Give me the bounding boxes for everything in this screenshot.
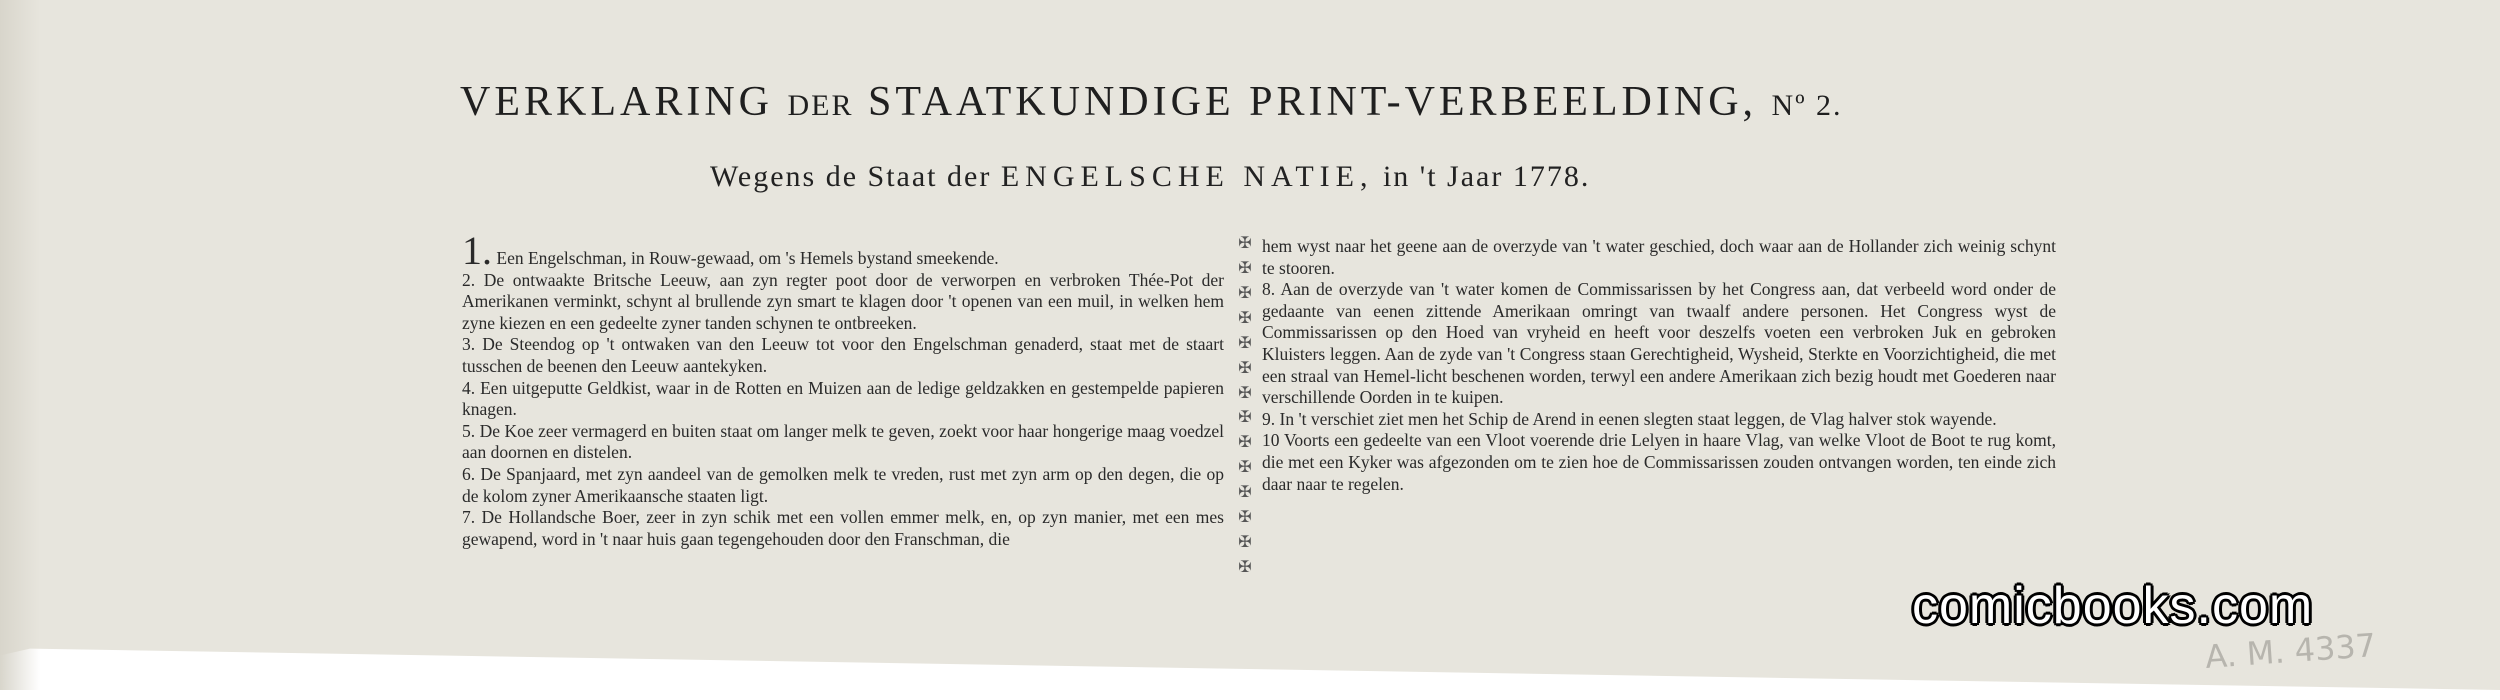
divider-ornament: ✠ <box>1238 259 1252 277</box>
divider-ornament: ✠ <box>1238 558 1252 576</box>
document-title <box>460 78 2060 126</box>
title-word-der: DER <box>787 89 854 122</box>
divider-ornament: ✠ <box>1238 334 1252 352</box>
divider-ornament: ✠ <box>1238 534 1252 552</box>
left-paragraph-3: 3. De Steendog op 't ontwaken van den Leeuw tot voor den Engelschman genaderd, staat met de staart tusschen de beenen den Leeuw aantekyken. <box>462 334 1224 376</box>
watermark: comicbooks.com <box>1912 577 2314 635</box>
subtitle-year: in 't Jaar 1778. <box>1382 160 1591 193</box>
divider-ornament: ✠ <box>1238 384 1252 402</box>
paper-edge-shadow <box>0 0 40 690</box>
left-paragraph-2: 2. De ontwaakte Britsche Leeuw, aan zyn regter poot door de verworpen en verbroken Thée-Pot der Amerikanen verminkt, schynt al brullende zyn smart te klagen door 't openen van een muil, in welken hem zyne kiezen en een gedeelte zyner tanden schynen te ontbreeken. <box>462 269 1224 333</box>
divider-ornament: ✠ <box>1238 284 1252 302</box>
divider-ornament: ✠ <box>1238 409 1252 427</box>
right-paragraph-3: 9. In 't verschiet ziet men het Schip de Arend in eenen slegten staat leggen, de Vlag halver stok wayende. <box>1262 408 1997 429</box>
column-divider <box>1235 236 1255 576</box>
divider-ornament: ✠ <box>1238 459 1252 477</box>
subtitle-nation: ENGELSCHE NATIE, <box>1000 160 1374 193</box>
document-subtitle <box>710 160 1910 194</box>
left-paragraph-5: 5. De Koe zeer vermagerd en buiten staat om langer melk te geven, zoekt voor haar hongerige maag voedzel aan doornen en distelen. <box>462 420 1224 463</box>
divider-ornament: ✠ <box>1238 484 1252 502</box>
left-paragraph-6: 6. De Spanjaard, met zyn aandeel van de gemolken melk te vreden, rust met zyn arm op den degen, die op de kolom zyner Amerikaansche staaten ligt. <box>462 463 1224 506</box>
pencil-annotation: A. M. 4337 <box>2203 626 2378 676</box>
divider-ornament: ✠ <box>1238 235 1252 252</box>
divider-ornament: ✠ <box>1238 309 1252 327</box>
title-number: Nº 2. <box>1771 89 1843 122</box>
divider-ornament: ✠ <box>1238 509 1252 527</box>
left-column <box>462 228 1224 550</box>
divider-ornament: ✠ <box>1238 359 1252 377</box>
right-paragraph-4: 10 Voorts een gedeelte van een Vloot voerende drie Lelyen in haare Vlag, van welke Vloot de Boot te rug komt, die met een Kyker was afgezonden om te zien hoe de Commissarissen zouden ontvangen worden, ten einde zich daar naar te regelen. <box>1262 430 2056 494</box>
subtitle-lead: Wegens de Staat der <box>710 160 992 193</box>
left-paragraph-1: 1. Een Engelschman, in Rouw-gewaad, om 's Hemels bystand smeekende. <box>462 228 999 273</box>
title-word-verklaring: VERKLARING <box>460 79 773 125</box>
right-paragraph-1: hem wyst naar het geene aan de overzyde van 't water geschied, doch waar aan de Hollander zich weinig schynt te stooren. <box>1262 236 2056 278</box>
left-paragraph-4: 4. Een uitgeputte Geldkist, waar in de Rotten en Muizen aan de ledige geldzakken en gestempelde papieren knagen. <box>462 377 1224 420</box>
left-paragraph-7: 7. De Hollandsche Boer, zeer in zyn schik met een vollen emmer melk, en, op zyn manier, met een mes gewapend, word in 't naar huis gaan tegengehouden door den Franschman, die <box>462 507 1224 549</box>
divider-ornament: ✠ <box>1238 434 1252 452</box>
right-paragraph-2: 8. Aan de overzyde van 't water komen de Commissarissen by het Congress aan, dat verbeeld word onder de gedaante van eenen zittende Amerikaan omringt van twaalf andere personen. Het Congress wyst de Commissarissen op den Hoed van vryheid en heeft voor deszelfs voeten een verbroken Juk en gebroken Kluisters leggen. Aan de zyde van 't Congress staan Gerechtigheid, Wysheid, Sterkte en Voorzichtigheid, die met een straal van Hemel-licht beschenen worden, terwyl een andere Amerikaan zich bezig houdt met Goederen naar verschillende Oorden in te kuipen. <box>1262 279 2056 408</box>
text-columns <box>462 228 2162 596</box>
right-column <box>1262 236 2056 495</box>
title-main: STAATKUNDIGE PRINT-VERBEELDING, <box>867 79 1758 125</box>
